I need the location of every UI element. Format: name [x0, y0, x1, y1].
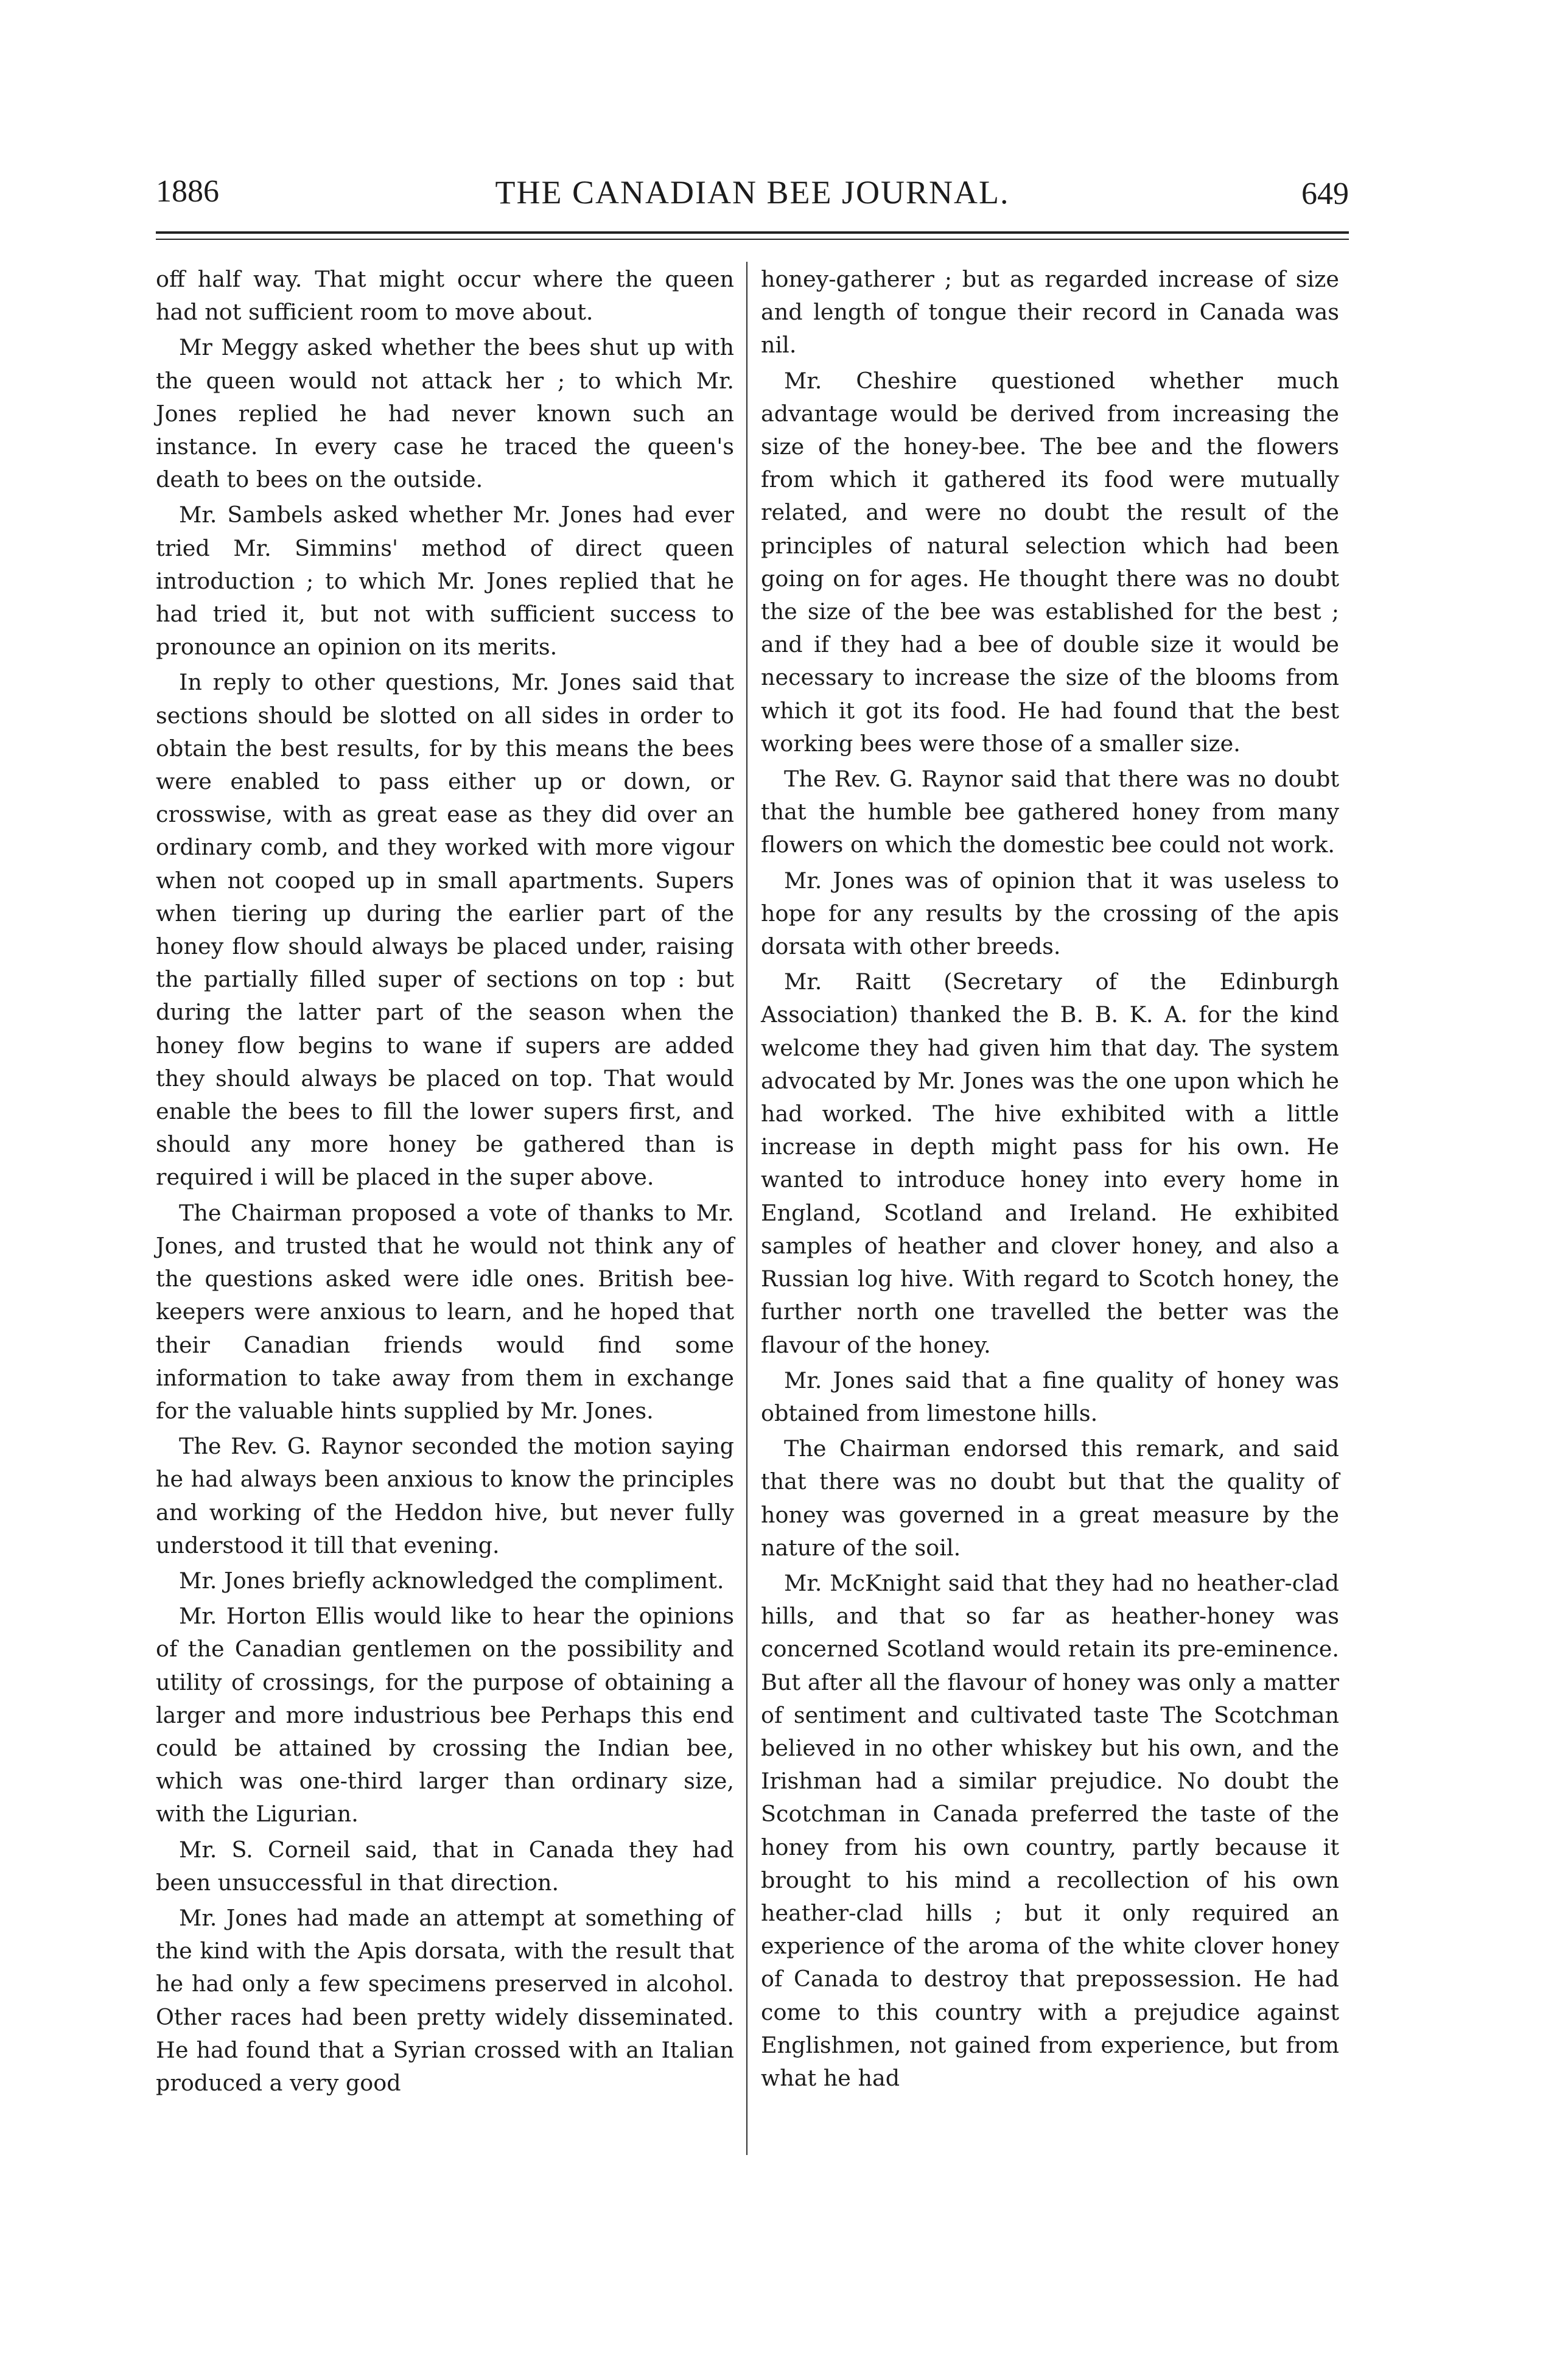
paragraph: Mr. Sambels asked whether Mr. Jones had ever tried Mr. Simmins' method of direct queen introduction ; to which Mr. Jones replied that he had tried it, but not with sufficient success to pronounce an opinion on its merits. [156, 502, 734, 661]
right-column [761, 263, 1339, 2097]
paragraph: Mr Meggy asked whether the bees shut up with the queen would not attack her ; to which Mr. Jones replied he had never known such an instance. In every case he traced the queen's death to bees on the outside. [156, 334, 734, 493]
column-divider [746, 262, 747, 2155]
left-column [156, 263, 734, 2102]
paragraph: Mr. McKnight said that they had no heather-clad hills, and that so far as heather-honey was concerned Scotland would retain its pre-eminence. But after all the flavour of honey was only a matter of sentiment and cultivated taste The Scotchman believed in no other whiskey but his own, and the Irishman had a similar prejudice. No doubt the Scotchman in Canada preferred the taste of the honey from his own country, partly because it brought to his mind a recollection of his own heather-clad hills ; but it only required an experience of the aroma of the white clover honey of Canada to destroy that prepossession. He had come to this country with a prejudice against Englishmen, not gained from experience, but from what he had [761, 1569, 1339, 2091]
header-year: 1886 [156, 174, 219, 209]
paragraph: Mr. Jones said that a fine quality of honey was obtained from limestone hills. [761, 1367, 1339, 1426]
paragraph: Mr. S. Corneil said, that in Canada they had been unsuccessful in that direction. [156, 1836, 734, 1896]
paragraph: The Rev. G. Raynor seconded the motion saying he had always been anxious to know the principles and working of the Heddon hive, but never fully understood it till that evening. [156, 1433, 734, 1558]
paragraph: The Rev. G. Raynor said that there was no doubt that the humble bee gathered honey from many flowers on which the domestic bee could not work. [761, 766, 1339, 858]
paragraph: Mr. Raitt (Secretary of the Edinburgh Association) thanked the B. B. K. A. for the kind welcome they had given him that day. The system advocated by Mr. Jones was the one upon which he had worked. The hive exhibited with a little increase in depth might pass for his own. He wanted to introduce honey into every home in England, Scotland and Ireland. He exhibited samples of heather and clover honey, and also a Russian log hive. With regard to Scotch honey, the further north one travelled the better was the flavour of the honey. [761, 969, 1339, 1358]
paragraph: The Chairman endorsed this remark, and said that there was no doubt but that the quality of honey was governed in a great measure by the nature of the soil. [761, 1435, 1339, 1561]
paragraph: off half way. That might occur where the queen had not sufficient room to move about. [156, 266, 734, 326]
paragraph: Mr. Jones was of opinion that it was useless to hope for any results by the crossing of the apis dorsata with other breeds. [761, 867, 1339, 960]
paragraph: In reply to other questions, Mr. Jones said that sections should be slotted on all sides in order to obtain the best results, for by this means the bees were enabled to pass either up or down, or crosswise, with as great ease as they did over an ordinary comb, and they worked with more vigour when not cooped up in small apartments. Supers when tiering up during the earlier part of the honey flow should always be placed under, raising the partially filled super of sections on top : but during the latter part of the season when the honey flow begins to wane if supers are added they should always be placed on top. That would enable the bees to fill the lower supers first, and should any more honey be gathered than is required i will be placed in the super above. [156, 669, 734, 1191]
header-rule-thin [156, 239, 1349, 240]
paragraph: Mr. Jones briefly acknowledged the compliment. [179, 1567, 724, 1594]
journal-title: THE CANADIAN BEE JOURNAL. [495, 174, 1010, 211]
paragraph: The Chairman proposed a vote of thanks to Mr. Jones, and trusted that he would not think any of the questions asked were idle ones. British bee-keepers were anxious to learn, and he hoped that their Canadian friends would find some information to take away from them in exchange for the valuable hints supplied by Mr. Jones. [156, 1199, 734, 1424]
paragraph: honey-gatherer ; but as regarded increase of size and length of tongue their record in Canada was nil. [761, 266, 1339, 359]
paragraph: Mr. Cheshire questioned whether much advantage would be derived from increasing the size of the honey-bee. The bee and the flowers from which it gathered its food were mutually related, and were no doubt the result of the principles of natural selection which had been going on for ages. He thought there was no doubt the size of the bee was established for the best ; and if they had a bee of double size it would be necessary to increase the size of the blooms from which it got its food. He had found that the best working bees were those of a smaller size. [761, 367, 1339, 757]
page-header [156, 173, 1349, 222]
header-rule-thick [156, 231, 1349, 234]
page-number: 649 [1301, 177, 1349, 211]
paragraph: Mr. Jones had made an attempt at something of the kind with the Apis dorsata, with the result that he had only a few specimens preserved in alcohol. Other races had been pretty widely disseminated. He had found that a Syrian crossed with an Italian produced a very good [156, 1904, 734, 2096]
paragraph: Mr. Horton Ellis would like to hear the opinions of the Canadian gentlemen on the possibility and utility of crossings, for the purpose of obtaining a larger and more industrious bee Perhaps this end could be attained by crossing the Indian bee, which was one-third larger than ordinary size, with the Ligurian. [156, 1603, 734, 1828]
